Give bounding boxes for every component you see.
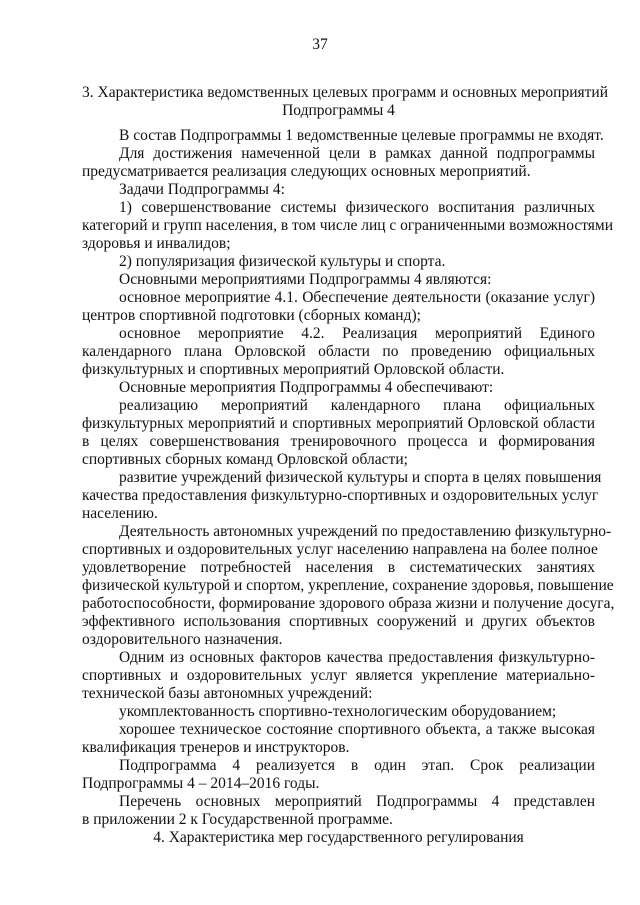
text-line: хорошее техническое состояние спортивного объекта, а также высокая (119, 721, 595, 738)
text-line: в целях совершенствования тренировочного процесса и формирования (82, 433, 595, 450)
text-line: здоровья и инвалидов; (82, 235, 231, 252)
text-line: спортивных и оздоровительных услуг населению направлена на более полное (82, 541, 598, 558)
text-line: Одним из основных факторов качества предоставления физкультурно- (119, 649, 595, 666)
text-line: физкультурных и спортивных мероприятий Орловской области. (82, 361, 505, 378)
text-line: населению. (82, 505, 158, 522)
text-line: Основными мероприятиями Подпрограммы 4 являются: (119, 271, 492, 288)
text-line: Деятельность автономных учреждений по предоставлению физкультурно- (119, 523, 612, 540)
text-line: физической культурой и спортом, укрепление, сохранение здоровья, повышение (82, 577, 614, 594)
text-line: основное мероприятие 4.1. Обеспечение деятельности (оказание услуг) (119, 289, 595, 306)
text-line: квалификация тренеров и инструкторов. (82, 739, 350, 756)
text-line: оздоровительного назначения. (82, 631, 283, 648)
text-line: спортивных и оздоровительных услуг является укрепление материально- (82, 667, 595, 684)
text-line: в приложении 2 к Государственной программе. (82, 811, 393, 828)
text-line: категорий и групп населения, в том числе лиц с ограниченными возможностями (82, 217, 614, 234)
text-line: развитие учреждений физической культуры и спорта в целях повышения (119, 469, 602, 486)
text-line: центров спортивной подготовки (сборных команд); (82, 307, 421, 324)
text-line: 1) совершенствование системы физического воспитания различных (119, 199, 595, 216)
text-line: календарного плана Орловской области по проведению официальных (82, 343, 595, 360)
text-line: спортивных сборных команд Орловской области; (82, 451, 408, 468)
text-line: В состав Подпрограммы 1 ведомственные целевые программы не входят. (119, 127, 604, 144)
section-3-heading-line-2: Подпрограммы 4 (282, 102, 395, 119)
text-line: 2) популяризация физической культуры и спорта. (119, 253, 446, 270)
text-line: реализацию мероприятий календарного плана официальных (119, 397, 595, 414)
text-line: Задачи Подпрограммы 4: (119, 181, 285, 198)
section-4-heading: 4. Характеристика мер государственного регулирования (153, 829, 524, 846)
page-number: 37 (312, 36, 328, 53)
text-line: Основные мероприятия Подпрограммы 4 обеспечивают: (119, 379, 494, 396)
text-line: физкультурных мероприятий и спортивных мероприятий Орловской области (82, 415, 595, 432)
text-line: Для достижения намеченной цели в рамках данной подпрограммы (119, 145, 595, 162)
text-line: укомплектованность спортивно-технологическим оборудованием; (119, 703, 557, 720)
text-line: Подпрограмма 4 реализуется в один этап. Срок реализации (119, 757, 595, 774)
text-line: качества предоставления физкультурно-спортивных и оздоровительных услуг (82, 487, 599, 504)
text-line: Подпрограммы 4 – 2014–2016 годы. (82, 775, 320, 792)
text-line: Перечень основных мероприятий Подпрограммы 4 представлен (119, 793, 595, 810)
text-line: эффективного использования спортивных сооружений и других объектов (82, 613, 595, 630)
section-3-heading-line-1: 3. Характеристика ведомственных целевых программ и основных мероприятий (82, 84, 608, 101)
text-line: работоспособности, формирование здорового образа жизни и получение досуга, (82, 595, 615, 612)
text-line: удовлетворение потребностей населения в систематических занятиях (82, 559, 595, 576)
text-line: технической базы автономных учреждений: (82, 685, 373, 702)
text-line: основное мероприятие 4.2. Реализация мероприятий Единого (119, 325, 595, 342)
text-line: предусматривается реализация следующих основных мероприятий. (82, 163, 531, 180)
